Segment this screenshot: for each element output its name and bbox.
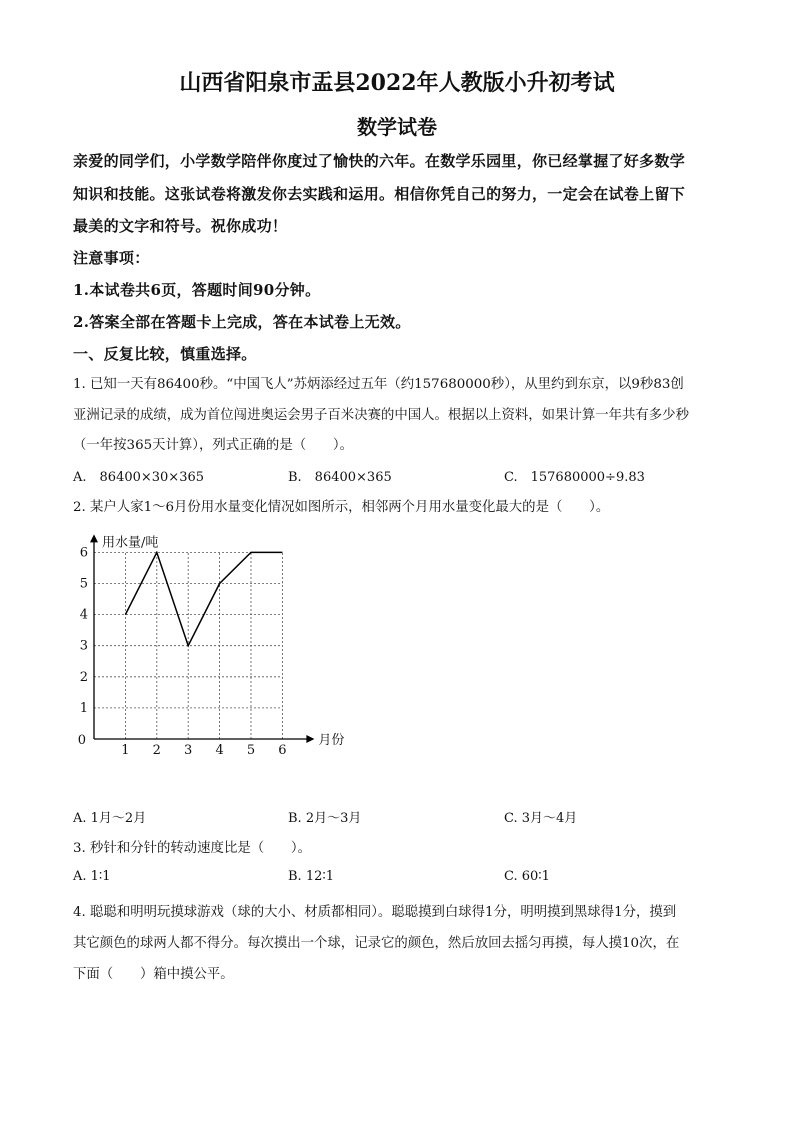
chart-series-line <box>125 552 282 645</box>
q3-option-a: A. 1∶1 <box>73 869 111 884</box>
y-axis-label: 用水量/吨 <box>102 535 159 551</box>
x-axis-arrow-icon <box>306 735 314 743</box>
q1-option-b: B. 86400×365 <box>288 470 392 485</box>
exam-title: 山西省阳泉市盂县2022年人教版小升初考试 <box>179 70 615 96</box>
notice-title: 注意事项： <box>73 249 150 267</box>
intro-line-3: 最美的文字和符号。祝你成功！ <box>73 217 288 235</box>
q1-option-a: A. 86400×30×365 <box>73 470 205 485</box>
x-tick-label: 5 <box>246 743 256 758</box>
x-tick-label: 6 <box>278 743 287 758</box>
q4-line-1: 4. 聪聪和明明玩摸球游戏（球的大小、材质都相同）。聪聪摸到白球得1分，明明摸到黑球得1分，摸到 <box>73 905 677 920</box>
y-tick-label: 2 <box>79 669 88 685</box>
q2-option-a: A. 1月～2月 <box>73 811 147 826</box>
q3-option-b: B. 12∶1 <box>288 869 335 884</box>
y-tick-label: 1 <box>79 700 88 716</box>
x-tick-label: 2 <box>152 743 161 758</box>
notice-line-1: 1.本试卷共6页，答题时间90分钟。 <box>73 281 321 299</box>
x-tick-label: 1 <box>121 743 130 758</box>
q4-line-2: 其它颜色的球两人都不得分。每次摸出一个球，记录它的颜色，然后放回去摇匀再摸，每人摸10次，在 <box>73 936 680 951</box>
q1-option-c: C. 157680000÷9.83 <box>504 470 645 485</box>
x-axis-label: 月份 <box>318 733 345 748</box>
water-usage-chart <box>60 520 360 760</box>
intro-line-2: 知识和技能。这张试卷将激发你去实践和运用。相信你凭自己的努力，一定会在试卷上留下 <box>73 185 686 203</box>
exam-subtitle: 数学试卷 <box>357 115 437 139</box>
origin-label: 0 <box>77 733 86 748</box>
y-axis-arrow-icon <box>90 534 98 542</box>
notice-line-2: 2.答案全部在答题卡上完成，答在本试卷上无效。 <box>73 313 411 331</box>
section-heading: 一、反复比较，慎重选择。 <box>73 345 257 363</box>
y-tick-label: 3 <box>79 638 88 654</box>
q2-line: 2. 某户人家1～6月份用水量变化情况如图所示，相邻两个月用水量变化最大的是（ ）。 <box>73 500 610 515</box>
y-tick-label: 4 <box>79 607 88 623</box>
q3-line: 3. 秒针和分针的转动速度比是（ ）。 <box>73 841 311 856</box>
y-tick-label: 6 <box>79 545 88 561</box>
q3-option-c: C. 60∶1 <box>504 869 550 884</box>
q1-line-3: （一年按365天计算），列式正确的是（ ）。 <box>73 438 353 453</box>
chart-labels <box>78 534 345 758</box>
x-tick-label: 3 <box>184 743 193 758</box>
chart-axes <box>90 534 314 743</box>
q4-line-3: 下面（ ）箱中摸公平。 <box>73 967 234 982</box>
q2-option-c: C. 3月～4月 <box>504 811 578 826</box>
y-tick-label: 5 <box>79 576 88 592</box>
q1-line-1: 1. 已知一天有86400秒。“中国飞人”苏炳添经过五年（约157680000秒），从里约到东京，以9秒83创 <box>73 377 684 392</box>
x-tick-label: 4 <box>215 743 224 758</box>
q2-option-b: B. 2月～3月 <box>288 811 362 826</box>
intro-line-1: 亲爱的同学们，小学数学陪伴你度过了愉快的六年。在数学乐园里，你已经掌握了好多数学 <box>73 152 686 170</box>
q1-line-2: 亚洲记录的成绩，成为首位闯进奥运会男子百米决赛的中国人。根据以上资料，如果计算一年共有多少秒 <box>73 408 689 423</box>
